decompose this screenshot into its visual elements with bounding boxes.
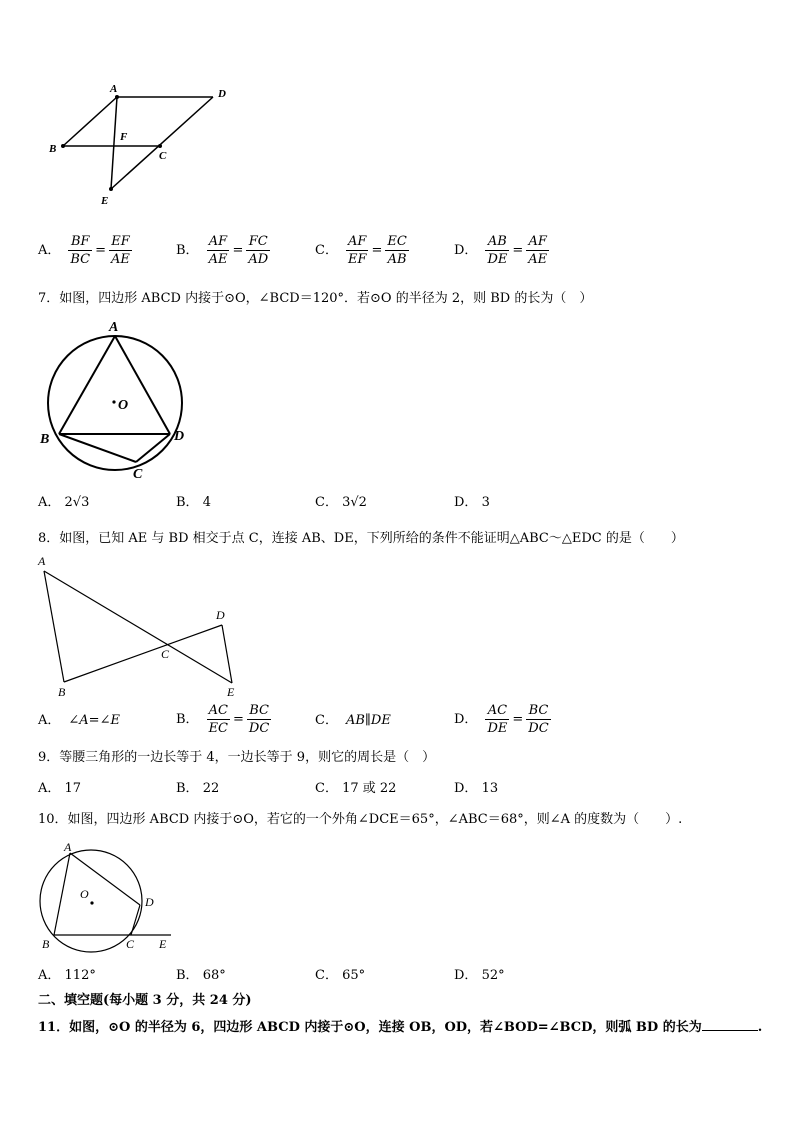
- fraction: $\frac{EC}{AB}$: [387, 234, 407, 267]
- option-text: 68°: [202, 968, 226, 983]
- option-key: B．: [176, 242, 199, 258]
- option-key: A．: [38, 781, 61, 796]
- fraction: $\frac{BC}{DC}$: [528, 703, 549, 736]
- fig6-label-D: D: [218, 88, 226, 100]
- option-key: A．: [38, 242, 61, 258]
- q7-option-b[interactable]: [176, 494, 211, 512]
- fraction: $\frac{FC}{AD}$: [248, 234, 269, 267]
- figure-q7: [36, 316, 196, 481]
- fig10-label-E: E: [159, 937, 167, 951]
- fig8-label-E: E: [227, 685, 235, 699]
- option-key: A．: [38, 968, 61, 983]
- fraction: $\frac{BF}{BC}$: [70, 234, 91, 267]
- fraction: $\frac{BC}{DC}$: [248, 703, 270, 736]
- fraction: $\frac{AF}{AE}$: [528, 234, 548, 267]
- q6-option-b[interactable]: [176, 233, 270, 268]
- q7-option-d[interactable]: [454, 494, 490, 512]
- q7-stem: 7．如图，四边形 ABCD 内接于⊙O，∠BCD＝120°．若⊙O 的半径为 2，则 BD 的长为（ ）: [38, 291, 593, 306]
- fig6-label-E: E: [101, 195, 109, 207]
- option-text: 17 或 22: [342, 781, 397, 796]
- fraction: $\frac{EF}{AE}$: [111, 234, 130, 267]
- q11-stem: 11．如图，⊙O 的半径为 6，四边形 ABCD 内接于⊙O，连接 OB，OD，若∠BOD=∠BCD，则弧 BD 的长为: [38, 1020, 702, 1035]
- option-text: AB∥DE: [345, 713, 391, 728]
- option-key: A．: [38, 713, 61, 728]
- q8-option-a[interactable]: [38, 712, 120, 730]
- option-text: ∠A=∠E: [68, 713, 120, 728]
- fig8-label-B: B: [58, 685, 66, 699]
- q10-option-c[interactable]: [315, 967, 365, 985]
- fig7-label-O: O: [118, 398, 129, 413]
- option-text: 13: [481, 781, 499, 796]
- fig7-label-C: C: [133, 467, 143, 481]
- fig10-label-O: O: [80, 887, 89, 901]
- figure-q10: [36, 838, 186, 953]
- q10-option-b[interactable]: [176, 967, 226, 985]
- q10-option-d[interactable]: [454, 967, 505, 985]
- option-text: 2√3: [64, 495, 90, 510]
- equals-sign: =: [233, 711, 244, 727]
- option-key: D．: [454, 968, 478, 983]
- q6-option-a[interactable]: [38, 233, 132, 268]
- option-key: B．: [176, 495, 199, 510]
- option-key: C．: [315, 242, 338, 258]
- option-text: 112°: [64, 968, 96, 983]
- fig7-label-B: B: [40, 432, 50, 447]
- option-key: D．: [454, 242, 478, 258]
- fig7-label-A: A: [109, 320, 119, 335]
- option-key: B．: [176, 781, 199, 796]
- fig10-label-B: B: [42, 937, 50, 951]
- q9-option-c[interactable]: [315, 780, 396, 798]
- equals-sign: =: [512, 242, 524, 258]
- fig8-label-D: D: [216, 608, 225, 622]
- q10-stem: 10．如图，四边形 ABCD 内接于⊙O，若它的一个外角∠DCE＝65°，∠ABC＝68°，则∠A 的度数为（ ）.: [38, 812, 683, 827]
- option-text: 52°: [481, 968, 505, 983]
- option-key: D．: [454, 711, 478, 727]
- option-key: B．: [176, 711, 199, 727]
- figure-q6: [40, 80, 240, 210]
- fraction: $\frac{AB}{DE}$: [487, 234, 508, 267]
- q8-stem: 8．如图，已知 AE 与 BD 相交于点 C，连接 AB、DE，下列所给的条件不能证明△ABC～△EDC 的是（ ）: [38, 531, 684, 546]
- option-text: 65°: [342, 968, 366, 983]
- fraction: $\frac{AC}{EC}$: [208, 703, 228, 736]
- equals-sign: =: [371, 242, 383, 258]
- option-text: 3√2: [342, 495, 367, 510]
- equals-sign: =: [512, 711, 524, 727]
- fig6-label-C: C: [159, 150, 167, 162]
- fig6-label-F: F: [120, 131, 128, 143]
- fig7-label-D: D: [174, 429, 185, 444]
- fraction: $\frac{AF}{AE}$: [208, 234, 228, 267]
- q8-option-b[interactable]: [176, 702, 271, 737]
- fig8-label-C: C: [161, 647, 170, 661]
- q9-stem: 9．等腰三角形的一边长等于 4，一边长等于 9，则它的周长是（ ）: [38, 750, 436, 765]
- section-title: 二、填空题(每小题 3 分，共 24 分): [38, 993, 252, 1008]
- fraction: $\frac{AF}{EF}$: [347, 234, 367, 267]
- q10-option-a[interactable]: [38, 967, 96, 985]
- option-key: B．: [176, 968, 199, 983]
- fig10-label-C: C: [126, 937, 135, 951]
- q9-option-a[interactable]: [38, 780, 81, 798]
- option-text: 22: [202, 781, 220, 796]
- fig10-label-D: D: [145, 895, 154, 909]
- fraction: $\frac{AC}{DE}$: [487, 703, 508, 736]
- q11-tail: .: [757, 1020, 763, 1035]
- option-key: D．: [454, 781, 478, 796]
- option-key: C．: [315, 781, 338, 796]
- option-text: 4: [202, 495, 211, 510]
- figure-q8: [36, 552, 246, 700]
- q9-option-d[interactable]: [454, 780, 498, 798]
- equals-sign: =: [232, 242, 244, 258]
- q8-option-c[interactable]: [315, 712, 391, 730]
- fig6-label-B: B: [49, 143, 57, 155]
- q7-option-c[interactable]: [315, 494, 367, 512]
- q6-option-c[interactable]: [315, 233, 409, 268]
- option-key: C．: [315, 968, 338, 983]
- q6-option-d[interactable]: [454, 233, 549, 268]
- option-text: 17: [64, 781, 82, 796]
- option-key: C．: [315, 495, 338, 510]
- option-key: A．: [38, 495, 61, 510]
- fig6-label-A: A: [110, 83, 118, 95]
- option-text: 3: [481, 495, 490, 510]
- fig8-label-A: A: [38, 554, 46, 568]
- fig10-label-A: A: [64, 840, 72, 854]
- option-key: C．: [315, 713, 338, 728]
- q11-line: [38, 1018, 762, 1037]
- q9-option-b[interactable]: [176, 780, 219, 798]
- q7-option-a[interactable]: [38, 494, 89, 512]
- equals-sign: =: [95, 242, 107, 258]
- answer-blank[interactable]: [702, 1018, 758, 1031]
- option-key: D．: [454, 495, 478, 510]
- q8-option-d[interactable]: [454, 702, 551, 737]
